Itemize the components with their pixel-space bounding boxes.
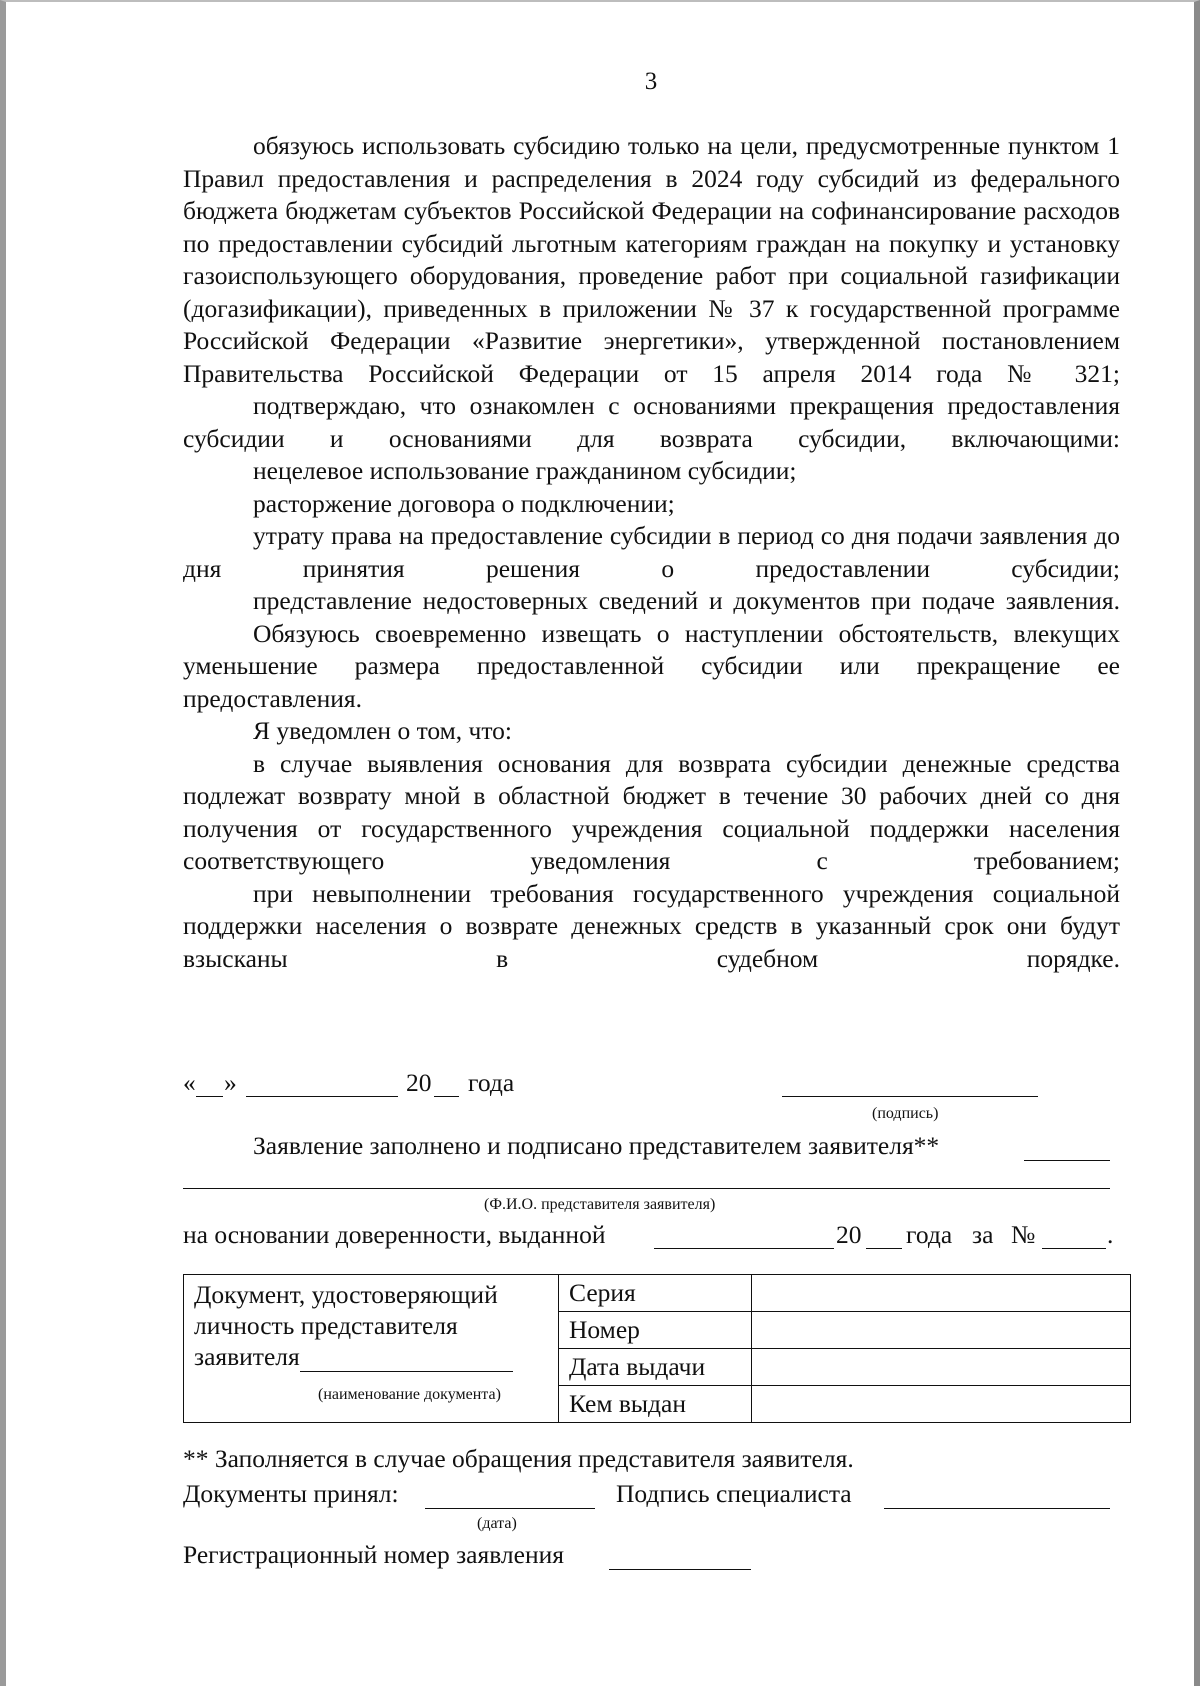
specialist-signature-line[interactable] [884, 1508, 1110, 1509]
field-number-value[interactable] [752, 1312, 1131, 1349]
registration-number-line[interactable] [609, 1569, 751, 1570]
field-series-label: Серия [559, 1275, 752, 1312]
power-of-attorney-year: 20 [836, 1220, 862, 1249]
docs-accepted-label: Документы принял: [183, 1479, 399, 1508]
paragraph-court-recovery: при невыполнении требования государственного учреждения социальной поддержки населения о возврате денежных средств в указанный срок они будут взысканы в судебном порядке. [183, 878, 1120, 973]
date-caption: (дата) [477, 1515, 517, 1532]
page-number: 3 [644, 68, 658, 95]
registration-number-label: Регистрационный номер заявления [183, 1540, 564, 1569]
date-quote-open: « [183, 1068, 196, 1097]
representative-statement: Заявление заполнено и подписано представителем заявителя** [253, 1131, 940, 1160]
power-of-attorney-za: за [972, 1220, 994, 1249]
year-blank[interactable] [434, 1096, 459, 1097]
paragraph-ground-false-info: представление недостоверных сведений и документов при подаче заявления. [253, 586, 1120, 615]
representative-name-line[interactable] [183, 1188, 1110, 1189]
power-of-attorney-date-blank[interactable] [654, 1248, 834, 1249]
paragraph-ground-contract-termination: расторжение договора о подключении; [253, 488, 675, 518]
power-of-attorney-no: № [1011, 1220, 1036, 1249]
id-document-label-line1: Документ, удостоверяющий [194, 1280, 498, 1309]
paragraph-ground-misuse: нецелевое использование гражданином субсидии; [253, 456, 797, 485]
field-issue-date-label: Дата выдачи [559, 1349, 752, 1386]
id-document-name-blank[interactable] [300, 1349, 513, 1372]
field-issued-by-value[interactable] [752, 1386, 1131, 1423]
signature-caption: (подпись) [872, 1105, 939, 1122]
id-document-label-line3: заявителя [194, 1342, 300, 1371]
specialist-signature-label: Подпись специалиста [616, 1479, 852, 1508]
field-issued-by-label: Кем выдан [559, 1386, 752, 1423]
paragraph-notified: Я уведомлен о том, что: [253, 716, 512, 745]
paragraph-ground-loss-of-right: утрату права на предоставление субсидии в период со дня подачи заявления до дня принятия решения о предоставлении субсидии; [183, 521, 1120, 583]
paragraph-refund-term: в случае выявления основания для возврата субсидии денежные средства подлежат возврату мной в областной бюджет в течение 30 рабочих дней со дня получения от государственного учреждения социальной поддержки населения соответствующего уведомления с требованием; [183, 748, 1120, 875]
id-document-caption: (наименование документа) [318, 1386, 501, 1403]
paragraph-acknowledgement: подтверждаю, что ознакомлен с основаниями прекращения предоставления субсидии и основаниями для возврата субсидии, включающими: [183, 391, 1120, 453]
paragraph-obligation-notify: Обязуюсь своевременно извещать о наступлении обстоятельств, влекущих уменьшение размера предоставленной субсидии или прекращение ее предоставления. [183, 618, 1120, 713]
power-of-attorney-number-blank[interactable] [1042, 1248, 1106, 1249]
footnote: ** Заполняется в случае обращения представителя заявителя. [183, 1444, 854, 1473]
month-blank[interactable] [246, 1096, 398, 1097]
paragraph-subsidy-purpose: обязуюсь использовать субсидию только на цели, предусмотренные пунктом 1 Правил предоставления и распределения в 2024 году субсидий из федерального бюджета бюджетам субъектов Российской Федерации на софинансирование расходов по предоставлении субсидий льготным категориям граждан на покупку и установку газоиспользующего оборудования, проведение работ при социальной газификации (догазификации), приведенных в приложении № 37 к государственной программе Российской Федерации «Развитие энергетики», утвержденной постановлением Правительства Российской Федерации от 15 апреля 2014 года № 321; [183, 131, 1120, 388]
body-text [183, 130, 1120, 975]
year-prefix: 20 [406, 1068, 432, 1097]
power-of-attorney-year-word: года [906, 1220, 953, 1249]
year-word: года [468, 1068, 515, 1097]
field-issue-date-value[interactable] [752, 1349, 1131, 1386]
applicant-signature-line[interactable] [782, 1096, 1038, 1097]
date-quote-close: » [224, 1068, 237, 1097]
id-document-label-line2: личность представителя [194, 1311, 458, 1340]
representative-mark-blank[interactable] [1024, 1160, 1110, 1161]
power-of-attorney-year-blank[interactable] [866, 1248, 902, 1249]
id-document-label-cell [184, 1275, 559, 1423]
field-number-label: Номер [559, 1312, 752, 1349]
field-series-value[interactable] [752, 1275, 1131, 1312]
power-of-attorney-period: . [1107, 1220, 1114, 1249]
day-blank[interactable] [196, 1096, 223, 1097]
power-of-attorney-label: на основании доверенности, выданной [183, 1220, 606, 1249]
table-row [184, 1275, 1131, 1312]
id-document-table [183, 1274, 1131, 1423]
representative-name-caption: (Ф.И.О. представителя заявителя) [484, 1196, 716, 1213]
docs-accepted-date-line[interactable] [425, 1508, 595, 1509]
